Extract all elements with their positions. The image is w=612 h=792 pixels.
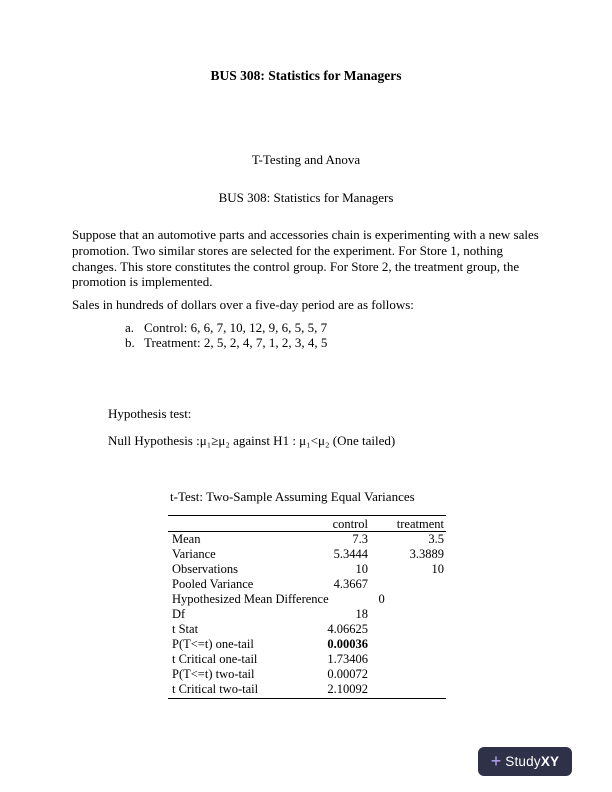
treatment-value xyxy=(368,682,446,698)
studyxy-logo-text xyxy=(505,754,559,769)
brand-regular: Study xyxy=(505,754,541,769)
control-value: 1.73406 xyxy=(327,652,368,666)
treatment-value xyxy=(385,592,446,607)
control-value: 0.00072 xyxy=(327,667,368,681)
control-value: 4.3667 xyxy=(333,577,368,591)
header-control: control xyxy=(332,517,368,531)
control-value: 7.3 xyxy=(352,532,368,546)
row-label: Variance xyxy=(172,547,216,561)
treatment-value xyxy=(368,607,446,622)
table-row-mean xyxy=(168,532,446,547)
control-value: 10 xyxy=(355,562,368,576)
plus-icon: + xyxy=(490,751,502,771)
table-row-df xyxy=(168,607,446,622)
table-row-t-critical-two-tail xyxy=(168,682,446,699)
ttest-table-title: t-Test: Two-Sample Assuming Equal Variances xyxy=(170,489,415,504)
table-header-row xyxy=(168,515,446,532)
treatment-value xyxy=(368,652,446,667)
treatment-value: 3.3889 xyxy=(409,547,444,561)
row-label: Observations xyxy=(172,562,238,576)
row-label: t Stat xyxy=(172,622,199,636)
brand-bold: XY xyxy=(540,754,560,769)
row-label: t Critical two-tail xyxy=(172,682,259,696)
header-empty-cell xyxy=(168,516,296,531)
table-row-p-one-tail xyxy=(168,637,446,652)
treatment-value xyxy=(368,577,446,592)
page-title: BUS 308: Statistics for Managers xyxy=(210,68,402,83)
table-row-hypothesized-mean-difference xyxy=(168,592,446,607)
row-label: Mean xyxy=(172,532,201,546)
list-item-text: Control: 6, 6, 7, 10, 12, 9, 6, 5, 5, 7 xyxy=(144,320,328,335)
control-value: 5.3444 xyxy=(333,547,368,561)
table-row-pooled-variance xyxy=(168,577,446,592)
control-value: 0 xyxy=(378,592,385,606)
control-value: 0.00036 xyxy=(327,637,368,651)
treatment-value xyxy=(368,622,446,637)
sales-intro-line: Sales in hundreds of dollars over a five-day period are as follows: xyxy=(72,297,414,312)
list-item-control xyxy=(125,320,327,335)
table-row-p-two-tail xyxy=(168,667,446,682)
ttest-table xyxy=(168,515,446,699)
control-value: 2.10092 xyxy=(327,682,368,696)
section-heading: T-Testing and Anova xyxy=(251,152,361,167)
treatment-value xyxy=(368,637,446,652)
null-hypothesis-text: Null Hypothesis :μ₁≥μ₂ against H1 : μ₁<μ₂ (One tailed) xyxy=(108,433,396,448)
table-row-variance xyxy=(168,547,446,562)
table-row-t-stat xyxy=(168,622,446,637)
course-heading: BUS 308: Statistics for Managers xyxy=(218,190,394,205)
treatment-value: 10 xyxy=(431,562,444,576)
hypothesis-label: Hypothesis test: xyxy=(108,406,192,421)
row-label: Pooled Variance xyxy=(172,577,254,591)
list-item-treatment xyxy=(125,335,327,350)
table-row-t-critical-one-tail xyxy=(168,652,446,667)
list-marker: b. xyxy=(125,335,135,351)
sales-data-list xyxy=(125,320,327,350)
table-row-observations xyxy=(168,562,446,577)
list-marker: a. xyxy=(125,320,135,335)
control-value: 4.06625 xyxy=(327,622,368,636)
intro-paragraph: Suppose that an automotive parts and accessories chain is experimenting with a new sales promotion. Two similar stores are selected for the experiment. For Store 1, nothing changes. This store constitutes the control group. For Store 2, the treatment group, the promotion is implemented. xyxy=(72,227,539,290)
treatment-value: 3.5 xyxy=(428,532,444,546)
row-label: P(T<=t) two-tail xyxy=(172,667,255,681)
row-label: t Critical one-tail xyxy=(172,652,258,666)
row-label: P(T<=t) one-tail xyxy=(172,637,254,651)
control-value: 18 xyxy=(355,607,368,621)
list-item-text: Treatment: 2, 5, 2, 4, 7, 1, 2, 3, 4, 5 xyxy=(144,335,328,351)
row-label: Hypothesized Mean Difference xyxy=(172,592,329,606)
header-treatment: treatment xyxy=(396,517,444,531)
treatment-value xyxy=(368,667,446,682)
row-label: Df xyxy=(172,607,186,621)
studyxy-badge xyxy=(478,747,572,776)
